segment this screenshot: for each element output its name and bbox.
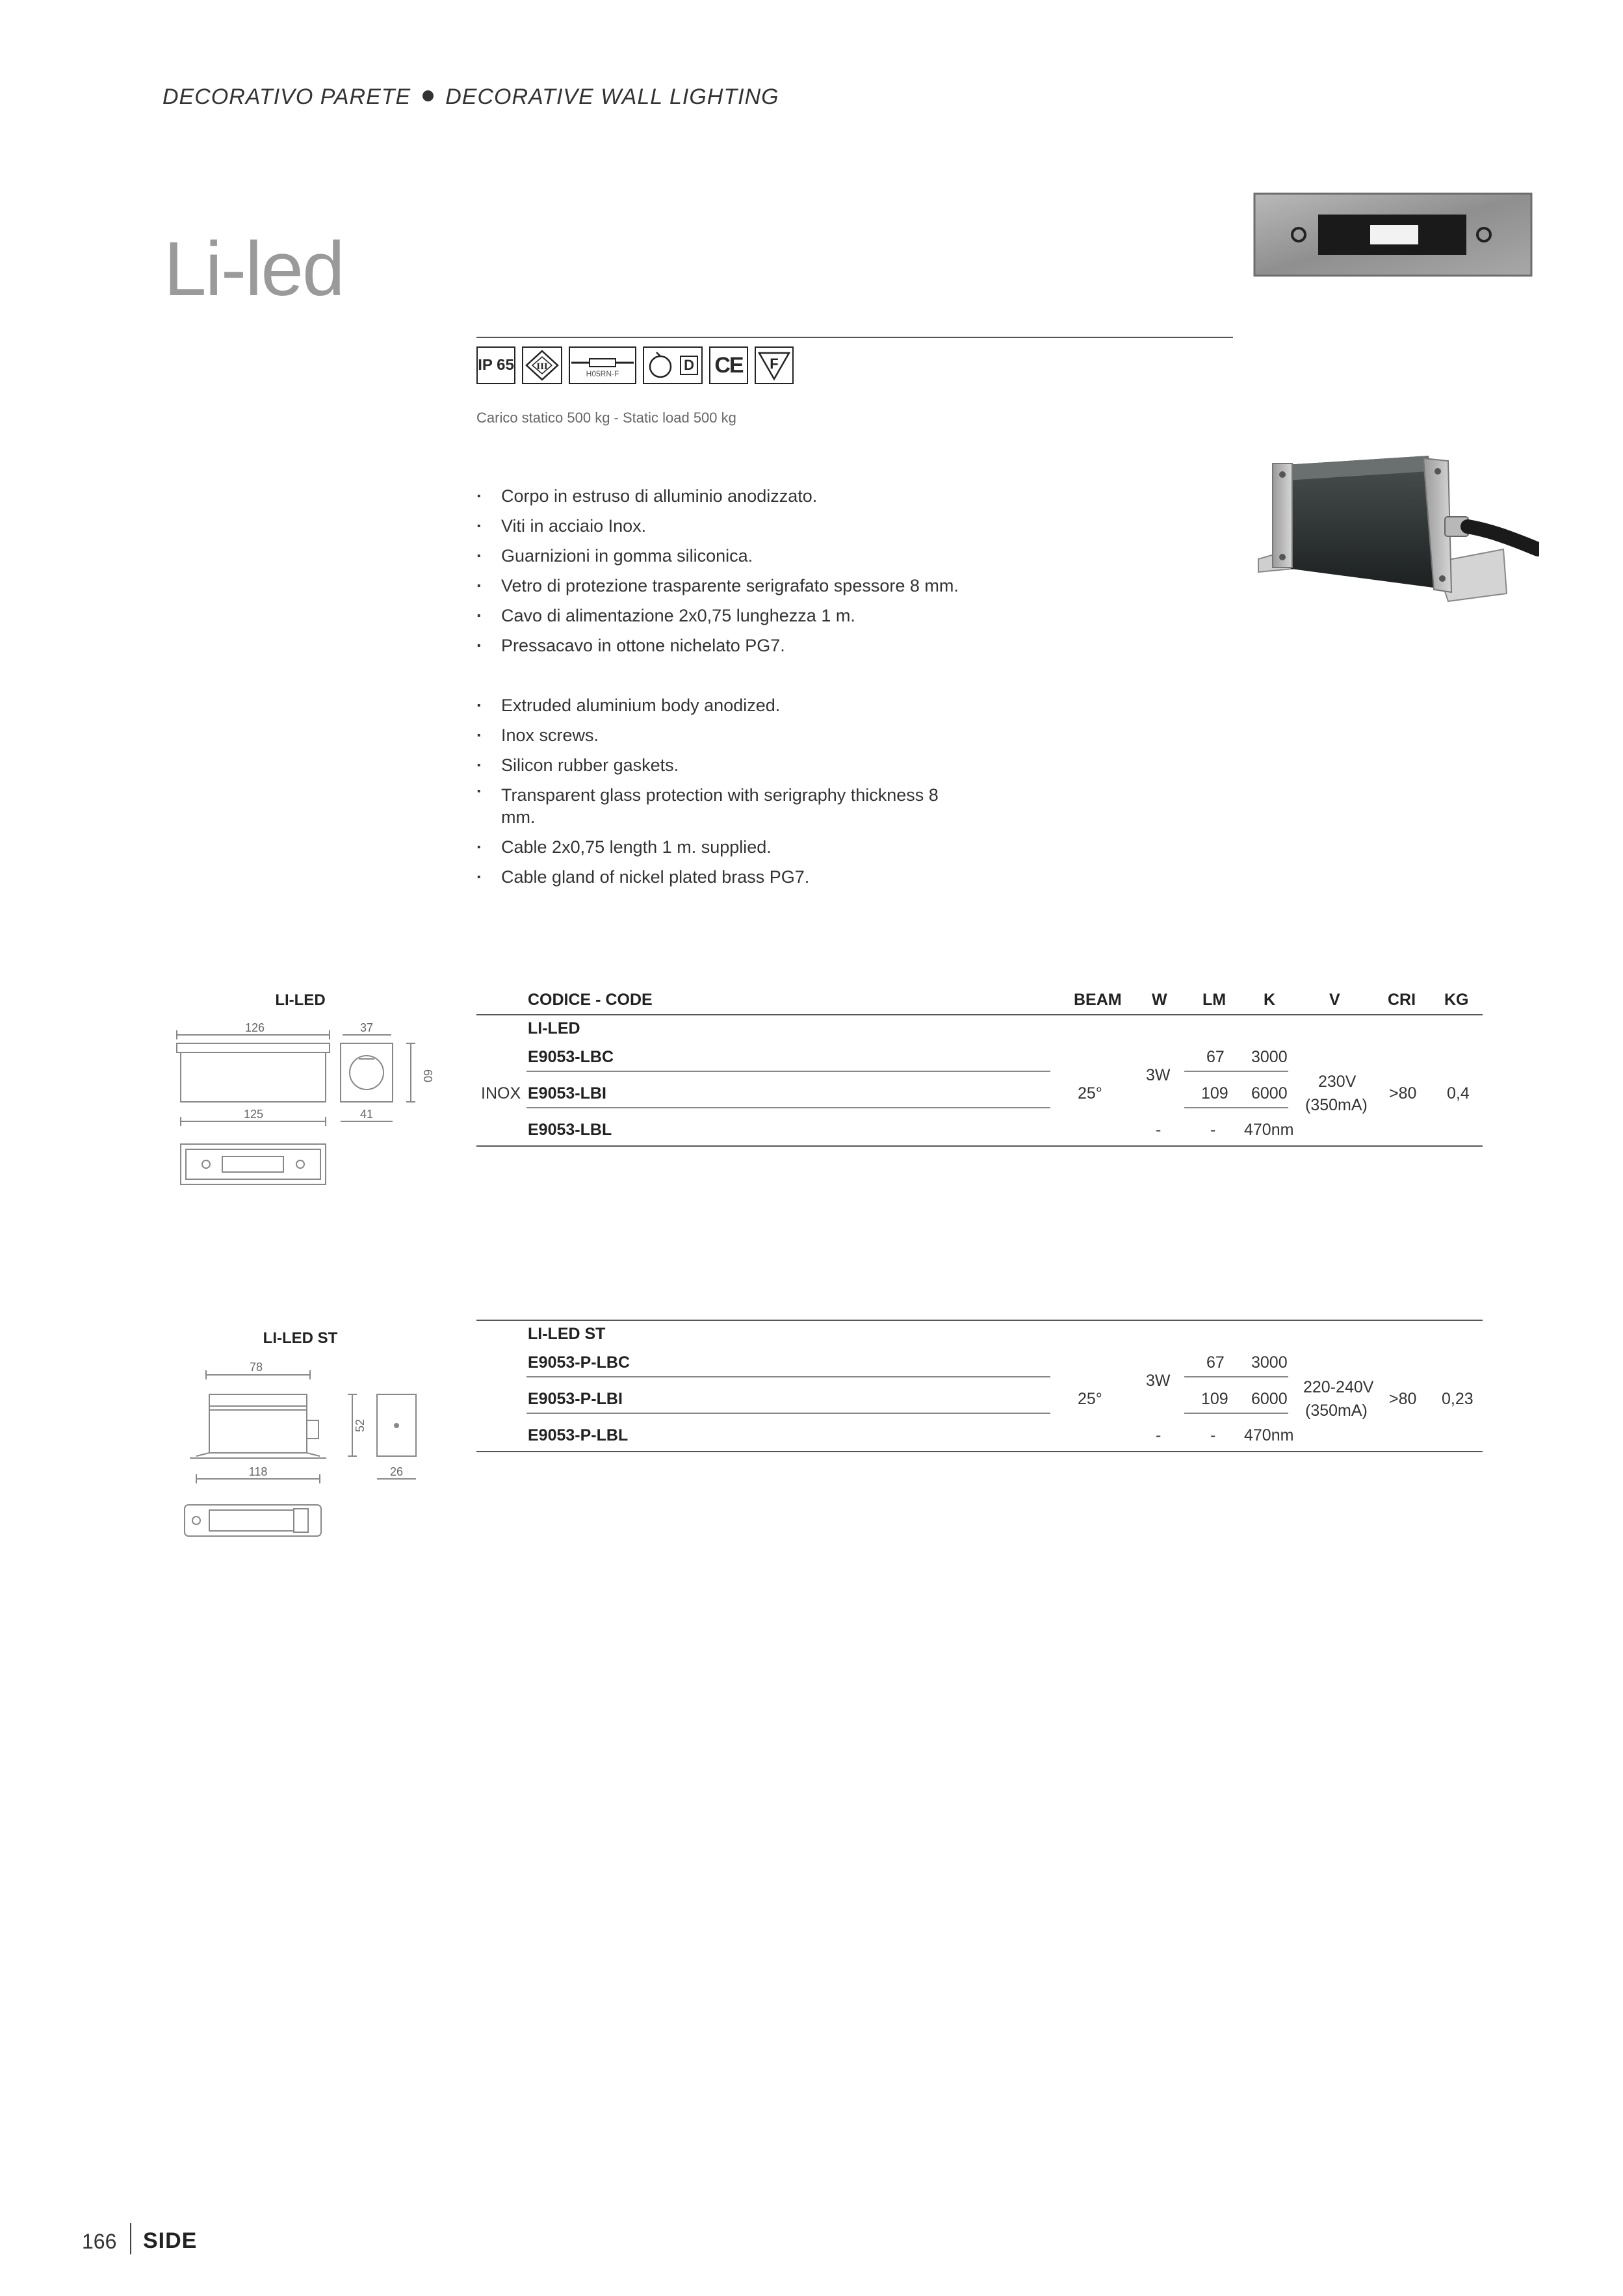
- feature-en-item: · Extruded aluminium body anodized.: [476, 690, 970, 720]
- table1-code-lbc: E9053-LBC: [528, 1048, 614, 1066]
- feature-it-item: · Guarnizioni in gomma siliconica.: [476, 541, 970, 571]
- technical-drawing-li-led-st: [170, 1355, 443, 1550]
- separator-dot: [422, 90, 434, 101]
- table2-k-lbc: 3000: [1251, 1353, 1288, 1372]
- table2-code-lbc: E9053-P-LBC: [528, 1353, 630, 1372]
- driver-text: D: [684, 357, 694, 373]
- section-title: [162, 85, 779, 110]
- top-rule: [476, 337, 1233, 338]
- table2-current: (350mA): [1305, 1402, 1368, 1420]
- page-number: 166: [82, 2230, 117, 2253]
- table1-beam: 25°: [1078, 1084, 1102, 1102]
- dim-width: 26: [389, 1465, 404, 1478]
- technical-drawing-li-led: [170, 1017, 443, 1206]
- feature-it-item: · Cavo di alimentazione 2x0,75 lunghezza 1 m.: [476, 601, 970, 631]
- dim-length-top: 126: [244, 1021, 265, 1034]
- product-title: Li-led: [164, 226, 344, 312]
- col-header-lm: LM: [1202, 991, 1227, 1009]
- ce-mark-icon: [709, 346, 748, 384]
- dim-height: 60: [421, 1069, 434, 1083]
- table2-kg: 0,23: [1442, 1390, 1474, 1408]
- table1-k-lbl: 470nm: [1244, 1121, 1294, 1139]
- table1-power-rule: [1184, 1107, 1288, 1108]
- features-block: [476, 481, 970, 892]
- feature-en-item: · Cable 2x0,75 length 1 m. supplied.: [476, 832, 970, 862]
- feature-en-item: · Transparent glass protection with serigraphy thickness 8 mm.: [476, 780, 956, 832]
- table1-group-title: LI-LED: [528, 1019, 580, 1037]
- static-load: Carico statico 500 kg - Static load 500 kg: [476, 410, 736, 426]
- feature-it-item: · Vetro di protezione trasparente serigrafato spessore 8 mm.: [476, 571, 970, 601]
- table2-power-rule: [1184, 1413, 1288, 1414]
- feature-it-item: · Corpo in estruso di alluminio anodizzato.: [476, 481, 970, 511]
- col-header-w: W: [1152, 991, 1167, 1009]
- table2-bottom-rule: [476, 1451, 1483, 1452]
- brand-name: SIDE: [143, 2228, 198, 2253]
- table2-k-lbi: 6000: [1251, 1390, 1288, 1408]
- table2-row-rule: [526, 1413, 1050, 1414]
- table1-kg: 0,4: [1447, 1084, 1470, 1102]
- dim-width-top: 37: [359, 1021, 374, 1034]
- footer-separator: [130, 2223, 131, 2254]
- col-header-code: CODICE - CODE: [528, 991, 653, 1009]
- table1-lm-lbl: -: [1210, 1121, 1216, 1139]
- col-header-cri: CRI: [1388, 991, 1416, 1009]
- ip-rating-text: IP 65: [478, 356, 514, 374]
- col-header-v: V: [1329, 991, 1340, 1009]
- table2-voltage: 220-240V: [1303, 1378, 1374, 1396]
- col-header-beam: BEAM: [1074, 991, 1122, 1009]
- bulb-driver-icon: [643, 346, 703, 384]
- category-it: DECORATIVO PARETE: [162, 85, 411, 109]
- class-text: III: [536, 361, 548, 372]
- cable-code-text: H05RN-F: [586, 369, 619, 378]
- cable-icon: [569, 346, 636, 384]
- table2-code-lbi: E9053-P-LBI: [528, 1390, 623, 1408]
- table2-code-lbl: E9053-P-LBL: [528, 1426, 629, 1444]
- feature-en-item: · Inox screws.: [476, 720, 970, 750]
- table1-power-rule: [1184, 1071, 1288, 1072]
- table1-voltage: 230V: [1318, 1073, 1357, 1091]
- feature-en-item: · Silicon rubber gaskets.: [476, 750, 970, 780]
- table1-cri: >80: [1389, 1084, 1417, 1102]
- table2-lm-lbc: 67: [1206, 1353, 1225, 1372]
- flammability-f-icon: [755, 346, 794, 384]
- table1-row-rule: [526, 1107, 1050, 1108]
- ip65-icon: [476, 346, 515, 384]
- product-photo-housing: [1253, 439, 1539, 614]
- class-iii-icon: [522, 346, 562, 384]
- feature-en-item: · Cable gland of nickel plated brass PG7.: [476, 862, 970, 892]
- table2-cri: >80: [1389, 1390, 1417, 1408]
- drawing-label-li-led-st: LI-LED ST: [263, 1329, 338, 1347]
- table2-group-title: LI-LED ST: [528, 1325, 606, 1343]
- col-header-k: K: [1264, 991, 1276, 1009]
- table1-row-rule: [526, 1071, 1050, 1072]
- table2-w-lbl: -: [1156, 1426, 1162, 1444]
- table2-k-lbl: 470nm: [1244, 1426, 1294, 1444]
- table1-finish: INOX: [481, 1084, 521, 1102]
- table1-lm-lbi: 109: [1201, 1084, 1228, 1102]
- features-list-italian: [476, 481, 970, 660]
- table1-code-lbi: E9053-LBI: [528, 1084, 606, 1102]
- table2-top-rule: [476, 1320, 1483, 1321]
- table2-lm-lbl: -: [1210, 1426, 1216, 1444]
- table1-lm-lbc: 67: [1206, 1048, 1225, 1066]
- table2-row-rule: [526, 1376, 1050, 1377]
- table1-watt: 3W: [1146, 1066, 1171, 1084]
- dim-length-bottom: 118: [248, 1465, 268, 1478]
- driver-d-icon: [680, 356, 698, 375]
- feature-it-item: · Viti in acciaio Inox.: [476, 511, 970, 541]
- dim-width-bottom: 41: [359, 1108, 374, 1121]
- table2-watt: 3W: [1146, 1372, 1171, 1390]
- table1-bottom-rule: [476, 1145, 1483, 1147]
- dim-length-top: 78: [249, 1361, 263, 1374]
- table1-header-rule: [476, 1014, 1483, 1015]
- product-photo-front: [1253, 192, 1533, 277]
- ce-text: CE: [714, 352, 743, 378]
- category-en: DECORATIVE WALL LIGHTING: [445, 85, 779, 109]
- dim-height: 52: [354, 1418, 367, 1433]
- dim-length-bottom: 125: [243, 1108, 264, 1121]
- table1-w-lbl: -: [1156, 1121, 1162, 1139]
- feature-it-item: · Pressacavo in ottone nichelato PG7.: [476, 631, 970, 660]
- certification-icons: [476, 346, 794, 387]
- table1-k-lbc: 3000: [1251, 1048, 1288, 1066]
- table2-power-rule: [1184, 1376, 1288, 1377]
- col-header-kg: KG: [1444, 991, 1469, 1009]
- table2-beam: 25°: [1078, 1390, 1102, 1408]
- table1-k-lbi: 6000: [1251, 1084, 1288, 1102]
- drawing-label-li-led: LI-LED: [275, 991, 326, 1009]
- features-list-english: [476, 690, 970, 892]
- flammability-text: F: [770, 356, 779, 372]
- table1-code-lbl: E9053-LBL: [528, 1121, 612, 1139]
- table1-current: (350mA): [1305, 1096, 1368, 1114]
- table2-lm-lbi: 109: [1201, 1390, 1228, 1408]
